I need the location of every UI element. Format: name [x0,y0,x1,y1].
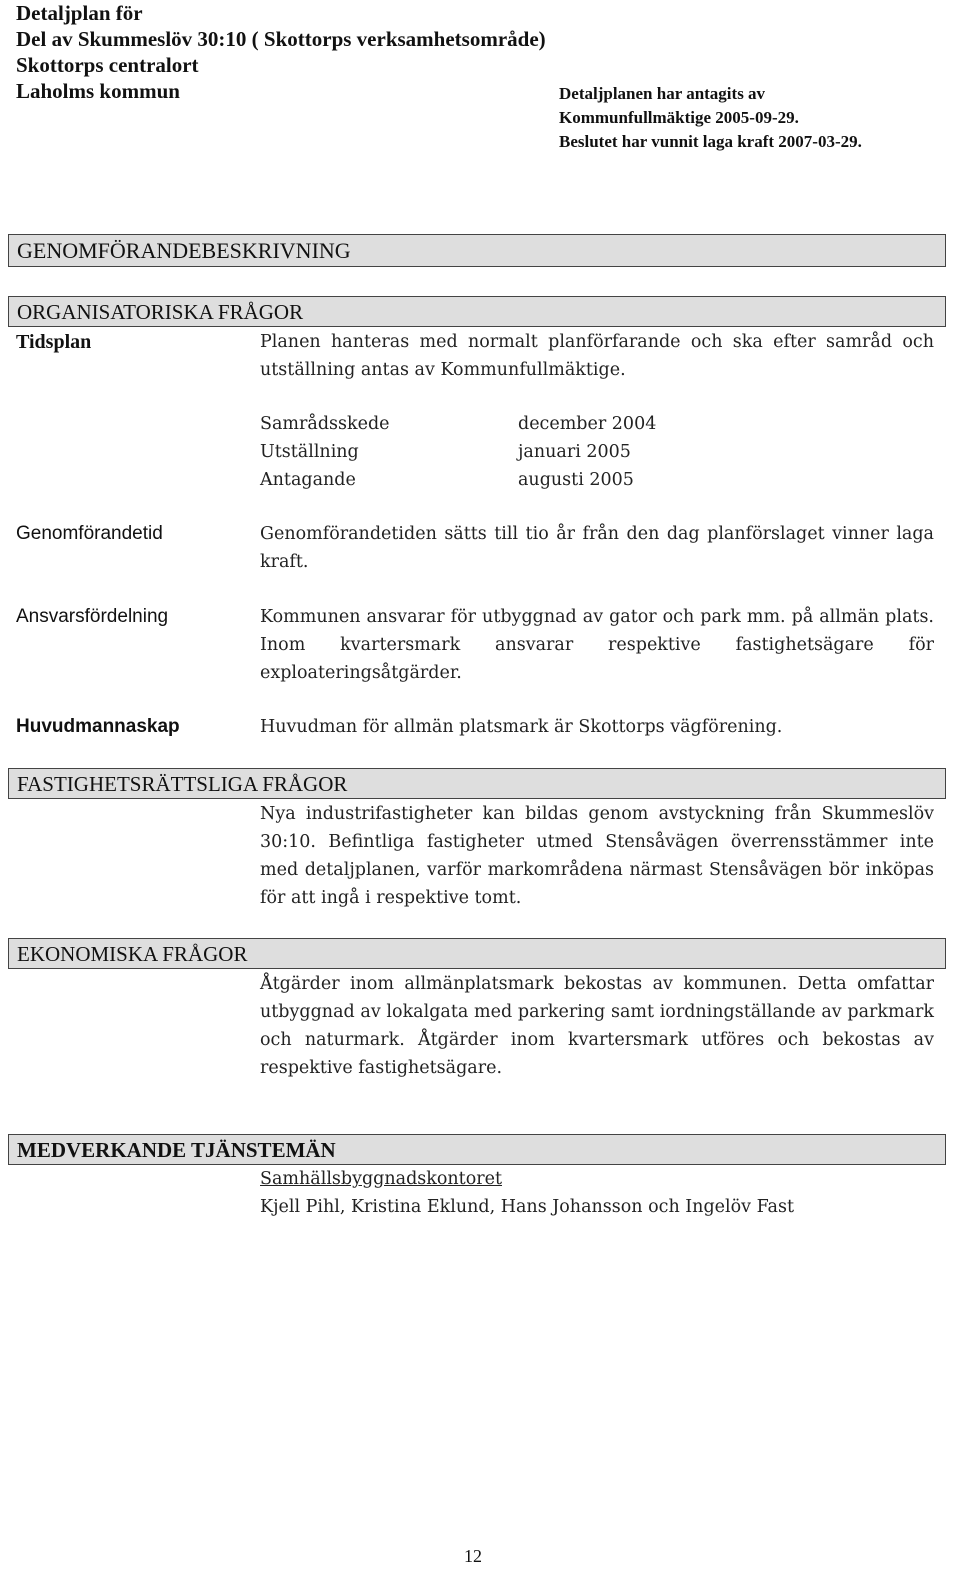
schedule-date: augusti 2005 [518,470,634,490]
section-ekonomi-heading: EKONOMISKA FRÅGOR [17,942,248,966]
ekonomi-text: Åtgärder inom allmänplatsmark bekostas av kommunen. Detta omfattar utbyggnad av lokalgata med parkering samt iordningställande av parkmark och naturmark. Åtgärder inom kvartersmark utföres och bekostas av respektive fastighetsägare. [260,974,934,1078]
ansvar-text: Kommunen ansvarar för utbyggnad av gator och park mm. på allmän plats. Inom kvartersmark ansvarar respektive fastighetsägare för exploateringsåtgärder. [260,607,934,683]
huvudman-text: Huvudman för allmän platsmark är Skottorps vägförening. [260,717,783,737]
section-fastighet-heading: FASTIGHETSRÄTTSLIGA FRÅGOR [17,772,348,796]
approval-line-1: Detaljplanen har antagits av [559,84,766,103]
title-bar [8,234,946,267]
schedule-phase: Antagande [260,470,356,490]
fastighet-text: Nya industrifastigheter kan bildas genom avstyckning från Skummeslöv 30:10. Befintliga fastigheter utmed Stensåvägen överrensstämmer inte med detaljplanen, varför markområdena närmast Stensåvägen bör inköpas för att ingå i respektive tomt. [260,804,934,908]
document-title: GENOMFÖRANDEBESKRIVNING [17,238,351,263]
office-name: Samhällsbyggnadskontoret [260,1169,503,1189]
section-medverkande-heading: MEDVERKANDE TJÄNSTEMÄN [17,1138,336,1162]
huvudman-label: Huvudmannaskap [16,716,180,737]
schedule-date: december 2004 [518,414,657,434]
approval-line-3: Beslutet har vunnit laga kraft 2007-03-29. [559,132,862,151]
staff-names: Kjell Pihl, Kristina Eklund, Hans Johansson och Ingelöv Fast [260,1197,794,1217]
header-line-4: Laholms kommun [16,79,180,103]
approval-line-2: Kommunfullmäktige 2005-09-29. [559,108,799,127]
section-medverkande-bar [8,1134,946,1165]
section-fastighet-bar [8,768,946,799]
schedule-date: januari 2005 [518,442,631,462]
document-header [16,0,546,104]
approval-note [559,82,862,154]
tidsplan-label: Tidsplan [16,331,92,353]
page-number: 12 [464,1546,482,1566]
section-org-bar [8,296,946,327]
section-org-heading: ORGANISATORISKA FRÅGOR [17,300,304,324]
ansvar-label: Ansvarsfördelning [16,606,169,627]
tidsplan-text: Planen hanteras med normalt planförfarande och ska efter samråd och utställning antas av Kommunfullmäktige. [260,332,934,380]
header-line-1: Detaljplan för [16,1,143,25]
section-ekonomi-bar [8,938,946,969]
medverkande-block [260,1165,934,1221]
header-line-2: Del av Skummeslöv 30:10 ( Skottorps verksamhetsområde) [16,27,546,51]
schedule-phase: Samrådsskede [260,414,390,434]
genomforandetid-label: Genomförandetid [16,523,163,544]
schedule-phase: Utställning [260,442,359,462]
genomforandetid-text: Genomförandetiden sätts till tio år från den dag planförslaget vinner laga kraft. [260,524,934,572]
header-line-3: Skottorps centralort [16,53,199,77]
